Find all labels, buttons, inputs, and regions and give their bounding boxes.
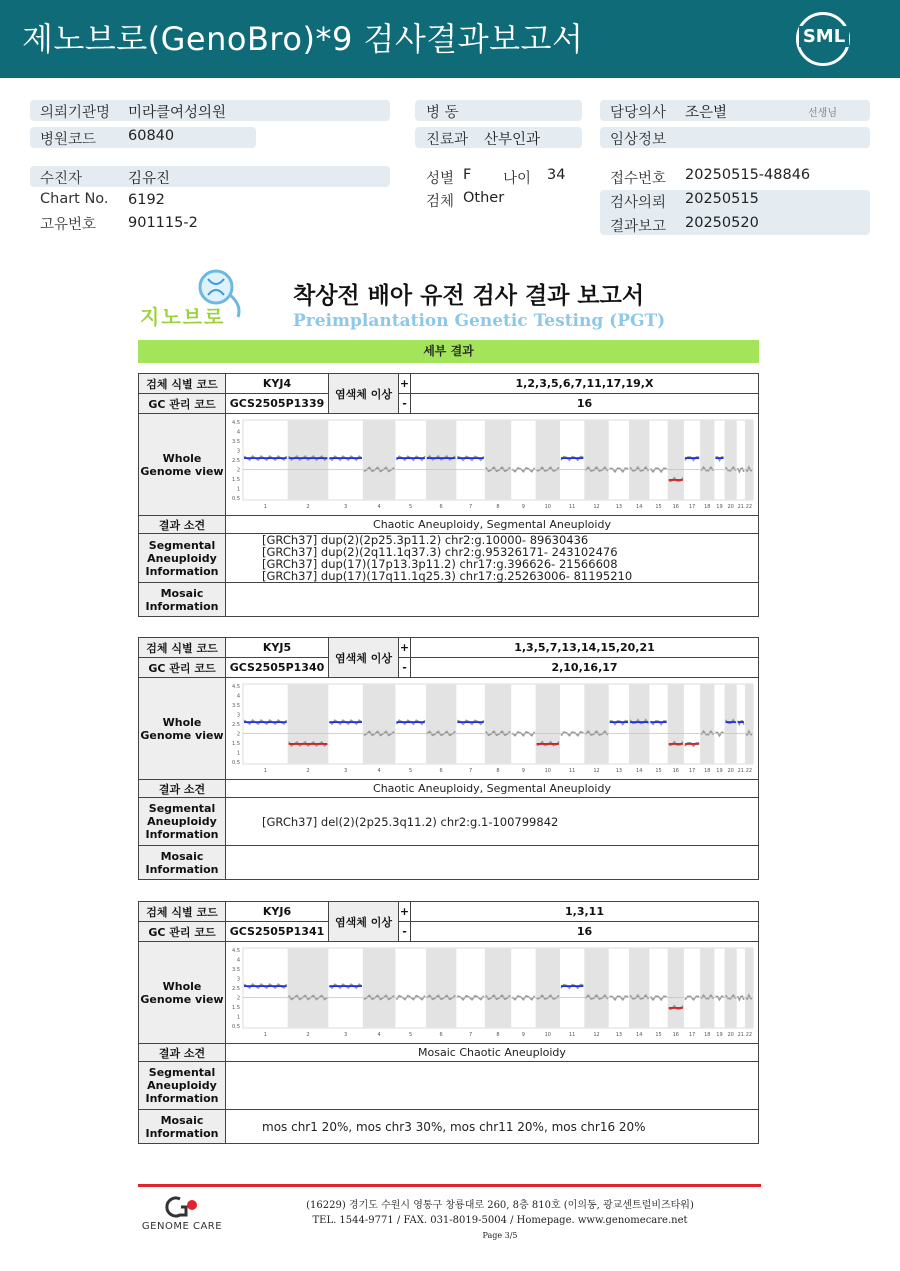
- mosaic-info: mos chr1 20%, mos chr3 30%, mos chr11 20%, mos chr16 20%: [226, 1110, 759, 1144]
- gain-chromosomes: 1,3,11: [411, 902, 759, 922]
- gain-chromosomes: 1,3,5,7,13,14,15,20,21: [411, 638, 759, 658]
- x-tick-label: 14: [636, 1032, 643, 1038]
- loss-chromosomes: 16: [411, 394, 759, 414]
- y-tick-label: 4: [236, 429, 240, 436]
- whole-genome-plot: [226, 414, 758, 515]
- receipt-value: 20250515-48846: [685, 167, 811, 183]
- chromosome-band: [725, 420, 737, 500]
- sex-value: F: [463, 167, 472, 183]
- x-tick-label: 9: [521, 1032, 525, 1038]
- chart-value: 6192: [128, 192, 165, 208]
- finding-label: 결과 소견: [139, 516, 226, 534]
- x-tick-label: 22: [745, 504, 753, 510]
- x-tick-label: 4: [377, 768, 381, 774]
- chromosome-band: [363, 420, 396, 500]
- chromosome-band: [700, 684, 714, 764]
- y-tick-label: 4: [236, 693, 240, 700]
- x-tick-label: 6: [439, 768, 443, 774]
- x-tick-label: 9: [521, 768, 525, 774]
- dept-label: 진료과: [426, 132, 469, 148]
- y-tick-label: 1.5: [232, 741, 240, 747]
- footer-address: (16229) 경기도 수원시 영통구 창룡대로 260, 8층 810호 (이의동, 광교센트럴비즈타워): [306, 1200, 694, 1211]
- result-table-1: [138, 373, 759, 617]
- x-tick-label: 13: [615, 768, 623, 774]
- x-tick-label: 20: [727, 1032, 734, 1038]
- chromosome-band: [668, 684, 684, 764]
- whole-genome-plot-cell: [226, 678, 759, 780]
- y-tick-label: 3.5: [232, 439, 240, 445]
- x-tick-label: 2: [306, 768, 310, 774]
- x-tick-label: 12: [593, 1032, 600, 1038]
- x-tick-label: 19: [716, 504, 723, 510]
- gc-code-value: GCS2505P1341: [226, 922, 329, 942]
- abnormal-label: 염색체 이상: [329, 638, 399, 678]
- chromosome-band: [288, 684, 329, 764]
- chromosome-band: [485, 684, 511, 764]
- y-tick-label: 2.5: [232, 458, 240, 464]
- x-tick-label: 17: [688, 1032, 696, 1038]
- chromosome-band: [629, 420, 649, 500]
- mosaic-label: Mosaic Information: [139, 846, 226, 880]
- chromosome-band: [426, 684, 456, 764]
- x-tick-label: 5: [409, 504, 413, 510]
- result-table-3: [138, 901, 759, 1144]
- x-tick-label: 12: [593, 504, 600, 510]
- x-tick-label: 17: [688, 768, 696, 774]
- sml-logo-text: SML: [799, 26, 849, 47]
- chromosome-band: [536, 948, 560, 1028]
- whole-genome-label: Whole Genome view: [139, 414, 226, 516]
- request-value: 20250515: [685, 191, 759, 207]
- sample-code-value: KYJ5: [226, 638, 329, 658]
- x-tick-label: 15: [655, 1032, 662, 1038]
- x-tick-label: 15: [655, 768, 662, 774]
- loss-sign: -: [399, 658, 411, 678]
- finding-label: 결과 소견: [139, 1044, 226, 1062]
- chromosome-band: [725, 948, 737, 1028]
- chromosome-band: [629, 684, 649, 764]
- x-tick-label: 4: [377, 504, 381, 510]
- y-tick-label: 4.5: [232, 684, 240, 690]
- segmental-info: [226, 1062, 759, 1110]
- segmental-label: Segmental Aneuploidy Information: [139, 534, 226, 583]
- x-tick-label: 7: [468, 1032, 473, 1038]
- result-table-2: [138, 637, 759, 880]
- x-tick-label: 16: [672, 1032, 679, 1038]
- chromosome-band: [700, 948, 714, 1028]
- chromosome-band: [745, 684, 753, 764]
- patient-value: 김유진: [128, 171, 171, 187]
- mosaic-info: [226, 583, 759, 617]
- chromosome-band: [288, 948, 329, 1028]
- dept-value: 산부인과: [484, 132, 541, 148]
- segmental-label: Segmental Aneuploidy Information: [139, 798, 226, 846]
- x-tick-label: 3: [344, 768, 348, 774]
- segmental-line: [GRCh37] dup(17)(17p13.3p11.2) chr17:g.396626- 21566608: [262, 557, 618, 571]
- gc-code-label: GC 관리 코드: [139, 394, 226, 414]
- report-title: 제노브로(GenoBro)*9 검사결과보고서: [22, 20, 584, 58]
- x-tick-label: 10: [544, 768, 551, 774]
- whole-genome-label: Whole Genome view: [139, 942, 226, 1044]
- x-tick-label: 13: [615, 1032, 623, 1038]
- whole-genome-plot: [226, 678, 758, 779]
- y-tick-label: 4.5: [232, 948, 240, 954]
- whole-genome-plot-cell: [226, 414, 759, 516]
- chromosome-band: [745, 420, 753, 500]
- y-tick-label: 2.5: [232, 722, 240, 728]
- x-tick-label: 12: [593, 768, 600, 774]
- hospital-code-value: 60840: [128, 128, 175, 144]
- x-tick-label: 10: [544, 504, 551, 510]
- loss-chromosomes: 16: [411, 922, 759, 942]
- sex-label: 성별: [426, 171, 455, 187]
- y-tick-label: 4: [236, 957, 240, 964]
- x-tick-label: 19: [716, 1032, 723, 1038]
- y-tick-label: 2.5: [232, 986, 240, 992]
- y-tick-label: 0.5: [232, 760, 240, 766]
- receipt-label: 접수번호: [610, 171, 667, 187]
- x-tick-label: 18: [704, 768, 711, 774]
- x-tick-label: 3: [344, 504, 348, 510]
- chromosome-band: [584, 420, 608, 500]
- x-tick-label: 22: [745, 1032, 753, 1038]
- x-tick-label: 8: [496, 504, 500, 510]
- x-tick-label: 5: [409, 1032, 413, 1038]
- whole-genome-label: Whole Genome view: [139, 678, 226, 780]
- gain-chromosomes: 1,2,3,5,6,7,11,17,19,X: [411, 374, 759, 394]
- institution-label: 의뢰기관명: [40, 105, 111, 121]
- x-tick-label: 13: [615, 504, 623, 510]
- report-date-label: 결과보고: [610, 219, 667, 235]
- footer-contact: [270, 1198, 730, 1243]
- specimen-label: 검체: [426, 194, 455, 210]
- x-tick-label: 2: [306, 1032, 310, 1038]
- chromosome-band: [485, 948, 511, 1028]
- chromosome-band: [668, 948, 684, 1028]
- x-tick-label: 18: [704, 1032, 711, 1038]
- chart-label: Chart No.: [40, 191, 109, 207]
- x-tick-label: 14: [636, 504, 643, 510]
- sample-code-label: 검체 식별 코드: [139, 638, 226, 658]
- segmental-label: Segmental Aneuploidy Information: [139, 1062, 226, 1110]
- info-bar-patient: [30, 166, 390, 187]
- pgt-title-english: Preimplantation Genetic Testing (PGT): [293, 311, 666, 331]
- gc-code-label: GC 관리 코드: [139, 658, 226, 678]
- chromosome-band: [629, 948, 649, 1028]
- chromosome-band: [584, 948, 608, 1028]
- x-tick-label: 17: [688, 504, 696, 510]
- sample-code-label: 검체 식별 코드: [139, 902, 226, 922]
- x-tick-label: 11: [568, 1032, 576, 1038]
- finding-value: Chaotic Aneuploidy, Segmental Aneuploidy: [226, 780, 759, 798]
- y-tick-label: 1: [236, 750, 240, 757]
- y-tick-label: 3.5: [232, 703, 240, 709]
- genome-care-name: GENOME CARE: [141, 1221, 223, 1232]
- pgt-title-korean: 착상전 배아 유전 검사 결과 보고서: [293, 283, 645, 309]
- specimen-value: Other: [463, 190, 505, 206]
- jinobro-logo: [138, 265, 253, 327]
- id-label: 고유번호: [40, 217, 97, 233]
- chromosome-band: [426, 948, 456, 1028]
- gain-sign: +: [399, 638, 411, 658]
- segmental-line: [GRCh37] dup(2)(2p25.3p11.2) chr2:g.10000- 89630436: [262, 533, 589, 547]
- gain-sign: +: [399, 374, 411, 394]
- abnormal-label: 염색체 이상: [329, 374, 399, 414]
- x-tick-label: 3: [344, 1032, 348, 1038]
- y-tick-label: 3: [236, 448, 240, 455]
- doctor-label: 담당의사: [610, 105, 667, 121]
- id-value: 901115-2: [128, 215, 198, 231]
- x-tick-label: 21: [737, 768, 744, 774]
- jinobro-logo-text: 지노브로: [140, 305, 226, 329]
- chromosome-band: [668, 420, 684, 500]
- x-tick-label: 20: [727, 504, 734, 510]
- x-tick-label: 20: [727, 768, 734, 774]
- x-tick-label: 6: [439, 1032, 443, 1038]
- segmental-info: [226, 798, 759, 846]
- x-tick-label: 11: [568, 768, 576, 774]
- y-tick-label: 1: [236, 486, 240, 493]
- segmental-line: [GRCh37] dup(2)(2q11.1q37.3) chr2:g.95326171- 243102476: [262, 545, 618, 559]
- y-tick-label: 0.5: [232, 496, 240, 502]
- whole-genome-plot-cell: [226, 942, 759, 1044]
- x-tick-label: 1: [263, 768, 267, 774]
- x-tick-label: 5: [409, 768, 413, 774]
- ward-label: 병 동: [426, 105, 459, 121]
- page-number: Page 3/5: [482, 1231, 518, 1240]
- report-date-value: 20250520: [685, 215, 759, 231]
- x-tick-label: 4: [377, 1032, 381, 1038]
- doctor-suffix: 선생님: [808, 108, 837, 119]
- x-tick-label: 21: [737, 1032, 744, 1038]
- y-tick-label: 3.5: [232, 967, 240, 973]
- gain-sign: +: [399, 902, 411, 922]
- patient-info-block: [0, 0, 900, 250]
- chromosome-band: [584, 684, 608, 764]
- x-tick-label: 16: [672, 504, 679, 510]
- chromosome-band: [363, 948, 396, 1028]
- finding-value: Mosaic Chaotic Aneuploidy: [226, 1044, 759, 1062]
- chromosome-band: [700, 420, 714, 500]
- loss-sign: -: [399, 922, 411, 942]
- x-tick-label: 21: [737, 504, 744, 510]
- chromosome-band: [485, 420, 511, 500]
- x-tick-label: 8: [496, 1032, 500, 1038]
- x-tick-label: 14: [636, 768, 643, 774]
- gc-code-label: GC 관리 코드: [139, 922, 226, 942]
- y-tick-label: 3: [236, 976, 240, 983]
- age-value: 34: [547, 167, 566, 183]
- age-label: 나이: [503, 171, 532, 187]
- y-tick-label: 1: [236, 1014, 240, 1021]
- doctor-value: 조은별: [685, 105, 728, 121]
- gc-code-value: GCS2505P1339: [226, 394, 329, 414]
- sample-code-label: 검체 식별 코드: [139, 374, 226, 394]
- x-tick-label: 1: [263, 504, 267, 510]
- segmental-line: [GRCh37] dup(17)(17q11.1q25.3) chr17:g.25263006- 81195210: [262, 569, 633, 583]
- x-tick-label: 7: [468, 504, 473, 510]
- genome-care-logo: [136, 1195, 228, 1235]
- y-tick-label: 0.5: [232, 1024, 240, 1030]
- x-tick-label: 1: [263, 1032, 267, 1038]
- x-tick-label: 15: [655, 504, 662, 510]
- x-tick-label: 7: [468, 768, 473, 774]
- request-label: 검사의뢰: [610, 195, 667, 211]
- x-tick-label: 9: [521, 504, 525, 510]
- mosaic-label: Mosaic Information: [139, 583, 226, 617]
- x-tick-label: 6: [439, 504, 443, 510]
- segmental-info: [226, 534, 759, 583]
- finding-label: 결과 소견: [139, 780, 226, 798]
- y-tick-label: 3: [236, 712, 240, 719]
- x-tick-label: 11: [568, 504, 576, 510]
- x-tick-label: 22: [745, 768, 753, 774]
- x-tick-label: 18: [704, 504, 711, 510]
- hospital-code-label: 병원코드: [40, 132, 97, 148]
- segmental-line: [GRCh37] del(2)(2p25.3q11.2) chr2:g.1-100799842: [262, 814, 559, 829]
- x-tick-label: 19: [716, 768, 723, 774]
- footer-phone: TEL. 1544-9771 / FAX. 031-8019-5004 / Homepage. www.genomecare.net: [312, 1215, 688, 1226]
- genome-care-logo-mark: [136, 1195, 228, 1221]
- whole-genome-plot: [226, 942, 758, 1043]
- footer-divider: [138, 1184, 761, 1187]
- clinical-label: 임상정보: [610, 132, 667, 148]
- x-tick-label: 2: [306, 504, 310, 510]
- patient-label: 수진자: [40, 171, 83, 187]
- sample-code-value: KYJ6: [226, 902, 329, 922]
- chromosome-band: [745, 948, 753, 1028]
- mosaic-label: Mosaic Information: [139, 1110, 226, 1144]
- finding-value: Chaotic Aneuploidy, Segmental Aneuploidy: [226, 516, 759, 534]
- chromosome-band: [363, 684, 396, 764]
- x-tick-label: 10: [544, 1032, 551, 1038]
- y-tick-label: 1.5: [232, 1005, 240, 1011]
- y-tick-label: 4.5: [232, 420, 240, 426]
- abnormal-label: 염색체 이상: [329, 902, 399, 942]
- section-title: 세부 결과: [138, 340, 759, 363]
- chromosome-band: [536, 420, 560, 500]
- chromosome-band: [536, 684, 560, 764]
- x-tick-label: 16: [672, 768, 679, 774]
- y-tick-label: 1.5: [232, 477, 240, 483]
- sample-code-value: KYJ4: [226, 374, 329, 394]
- y-tick-label: 2: [236, 467, 240, 474]
- mosaic-info: [226, 846, 759, 880]
- gc-code-value: GCS2505P1340: [226, 658, 329, 678]
- y-tick-label: 2: [236, 731, 240, 738]
- loss-sign: -: [399, 394, 411, 414]
- loss-chromosomes: 2,10,16,17: [411, 658, 759, 678]
- y-tick-label: 2: [236, 995, 240, 1002]
- x-tick-label: 8: [496, 768, 500, 774]
- institution-value: 미라클여성의원: [128, 105, 227, 121]
